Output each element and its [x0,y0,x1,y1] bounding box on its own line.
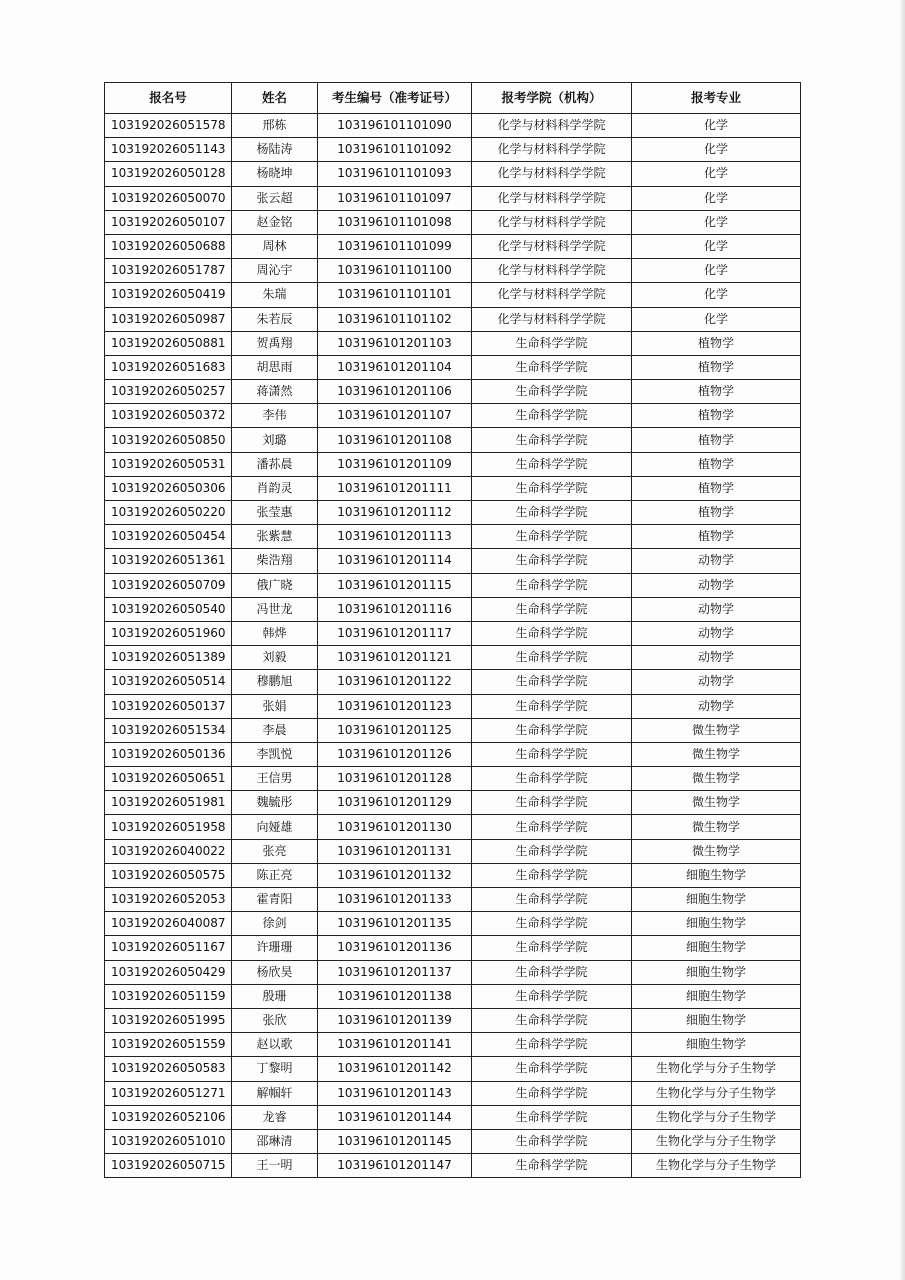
table-row [105,936,801,960]
cell-registration-no: 103192026051958 [105,815,232,839]
cell-name: 朱若辰 [232,307,318,331]
cell-major: 动物学 [632,597,801,621]
header-major: 报考专业 [632,83,801,114]
cell-name: 朱瑞 [232,283,318,307]
cell-candidate-no: 103196101201135 [318,912,472,936]
cell-major: 植物学 [632,331,801,355]
cell-name: 张欣 [232,1008,318,1032]
cell-registration-no: 103192026040087 [105,912,232,936]
cell-candidate-no: 103196101201142 [318,1057,472,1081]
cell-college: 生命科学学院 [472,960,632,984]
cell-candidate-no: 103196101201125 [318,718,472,742]
cell-college: 化学与材料科学学院 [472,162,632,186]
cell-registration-no: 103192026051534 [105,718,232,742]
table-row [105,1105,801,1129]
cell-registration-no: 103192026051995 [105,1008,232,1032]
cell-candidate-no: 103196101101093 [318,162,472,186]
table-row [105,1057,801,1081]
cell-major: 化学 [632,259,801,283]
table-row [105,331,801,355]
cell-college: 生命科学学院 [472,597,632,621]
cell-college: 生命科学学院 [472,646,632,670]
cell-registration-no: 103192026050107 [105,210,232,234]
cell-major: 微生物学 [632,815,801,839]
table-row [105,1154,801,1178]
cell-registration-no: 103192026050531 [105,452,232,476]
cell-candidate-no: 103196101201129 [318,791,472,815]
table-row [105,234,801,258]
cell-college: 生命科学学院 [472,525,632,549]
table-row [105,1081,801,1105]
cell-college: 生命科学学院 [472,1033,632,1057]
cell-college: 生命科学学院 [472,742,632,766]
cell-registration-no: 103192026052106 [105,1105,232,1129]
cell-name: 杨陆涛 [232,138,318,162]
cell-name: 龙睿 [232,1105,318,1129]
table-row [105,839,801,863]
cell-major: 动物学 [632,549,801,573]
cell-candidate-no: 103196101201132 [318,863,472,887]
cell-college: 生命科学学院 [472,452,632,476]
cell-major: 植物学 [632,380,801,404]
cell-major: 植物学 [632,525,801,549]
cell-registration-no: 103192026050136 [105,742,232,766]
table-row [105,549,801,573]
cell-candidate-no: 103196101201133 [318,888,472,912]
cell-candidate-no: 103196101201104 [318,355,472,379]
cell-major: 化学 [632,307,801,331]
table-row [105,888,801,912]
cell-candidate-no: 103196101201103 [318,331,472,355]
cell-name: 张紫慧 [232,525,318,549]
cell-college: 生命科学学院 [472,912,632,936]
cell-candidate-no: 103196101101092 [318,138,472,162]
cell-name: 穆鹏旭 [232,670,318,694]
cell-registration-no: 103192026050137 [105,694,232,718]
cell-name: 周林 [232,234,318,258]
cell-name: 肖韵灵 [232,476,318,500]
cell-candidate-no: 103196101201126 [318,742,472,766]
cell-college: 生命科学学院 [472,1154,632,1178]
table-row [105,742,801,766]
cell-candidate-no: 103196101201113 [318,525,472,549]
cell-registration-no: 103192026050881 [105,331,232,355]
cell-registration-no: 103192026051389 [105,646,232,670]
cell-name: 丁黎明 [232,1057,318,1081]
cell-candidate-no: 103196101101098 [318,210,472,234]
cell-registration-no: 103192026050419 [105,283,232,307]
header-candidate-no: 考生编号（准考证号） [318,83,472,114]
cell-registration-no: 103192026051271 [105,1081,232,1105]
cell-registration-no: 103192026050220 [105,501,232,525]
cell-name: 杨晓坤 [232,162,318,186]
cell-registration-no: 103192026051578 [105,114,232,138]
cell-registration-no: 103192026050257 [105,380,232,404]
cell-name: 蒋潇然 [232,380,318,404]
cell-major: 微生物学 [632,839,801,863]
cell-registration-no: 103192026050583 [105,1057,232,1081]
cell-major: 植物学 [632,452,801,476]
cell-name: 王信男 [232,767,318,791]
cell-college: 生命科学学院 [472,404,632,428]
cell-college: 生命科学学院 [472,380,632,404]
cell-name: 贺禹翔 [232,331,318,355]
cell-college: 生命科学学院 [472,718,632,742]
cell-registration-no: 103192026051559 [105,1033,232,1057]
cell-major: 生物化学与分子生物学 [632,1057,801,1081]
cell-registration-no: 103192026050429 [105,960,232,984]
cell-candidate-no: 103196101201138 [318,984,472,1008]
cell-name: 张云超 [232,186,318,210]
cell-candidate-no: 103196101201141 [318,1033,472,1057]
cell-registration-no: 103192026050372 [105,404,232,428]
cell-name: 柴浩翔 [232,549,318,573]
cell-candidate-no: 103196101201111 [318,476,472,500]
cell-major: 化学 [632,138,801,162]
cell-candidate-no: 103196101201139 [318,1008,472,1032]
cell-college: 生命科学学院 [472,839,632,863]
table-row [105,210,801,234]
cell-major: 生物化学与分子生物学 [632,1081,801,1105]
table-row [105,767,801,791]
cell-major: 微生物学 [632,767,801,791]
cell-major: 微生物学 [632,742,801,766]
cell-name: 许珊珊 [232,936,318,960]
cell-candidate-no: 103196101201136 [318,936,472,960]
cell-major: 细胞生物学 [632,863,801,887]
cell-candidate-no: 103196101201143 [318,1081,472,1105]
table-body [105,114,801,1178]
cell-major: 化学 [632,114,801,138]
cell-registration-no: 103192026040022 [105,839,232,863]
table-row [105,307,801,331]
cell-major: 植物学 [632,501,801,525]
cell-registration-no: 103192026051361 [105,549,232,573]
cell-candidate-no: 103196101201108 [318,428,472,452]
cell-candidate-no: 103196101201122 [318,670,472,694]
table-row [105,355,801,379]
cell-candidate-no: 103196101201107 [318,404,472,428]
cell-name: 殷珊 [232,984,318,1008]
table-row [105,718,801,742]
table-row [105,283,801,307]
cell-registration-no: 103192026050454 [105,525,232,549]
cell-college: 生命科学学院 [472,1105,632,1129]
cell-college: 生命科学学院 [472,1008,632,1032]
cell-name: 陈正亮 [232,863,318,887]
table-row [105,428,801,452]
header-registration-no: 报名号 [105,83,232,114]
cell-name: 张莹惠 [232,501,318,525]
cell-candidate-no: 103196101201131 [318,839,472,863]
cell-registration-no: 103192026050709 [105,573,232,597]
cell-candidate-no: 103196101101102 [318,307,472,331]
cell-college: 生命科学学院 [472,355,632,379]
cell-registration-no: 103192026050540 [105,597,232,621]
cell-registration-no: 103192026051787 [105,259,232,283]
cell-major: 细胞生物学 [632,1008,801,1032]
cell-major: 化学 [632,162,801,186]
cell-name: 赵金铭 [232,210,318,234]
cell-name: 邵琳清 [232,1129,318,1153]
table-row [105,452,801,476]
cell-major: 细胞生物学 [632,1033,801,1057]
cell-candidate-no: 103196101201147 [318,1154,472,1178]
cell-major: 植物学 [632,476,801,500]
cell-name: 霍青阳 [232,888,318,912]
table-row [105,525,801,549]
cell-candidate-no: 103196101201114 [318,549,472,573]
cell-candidate-no: 103196101201116 [318,597,472,621]
cell-name: 李凯悦 [232,742,318,766]
table-row [105,501,801,525]
cell-major: 微生物学 [632,791,801,815]
cell-major: 化学 [632,234,801,258]
cell-major: 化学 [632,210,801,234]
cell-name: 李伟 [232,404,318,428]
table-row [105,573,801,597]
cell-name: 张亮 [232,839,318,863]
cell-registration-no: 103192026050688 [105,234,232,258]
cell-major: 细胞生物学 [632,888,801,912]
cell-name: 李晨 [232,718,318,742]
cell-college: 生命科学学院 [472,1129,632,1153]
cell-candidate-no: 103196101201128 [318,767,472,791]
page-edge-shadow [899,0,905,1280]
cell-major: 植物学 [632,404,801,428]
cell-name: 刘璐 [232,428,318,452]
cell-name: 冯世龙 [232,597,318,621]
cell-major: 动物学 [632,646,801,670]
cell-college: 化学与材料科学学院 [472,283,632,307]
cell-name: 胡思雨 [232,355,318,379]
cell-name: 张娟 [232,694,318,718]
table-row [105,138,801,162]
cell-candidate-no: 103196101101101 [318,283,472,307]
cell-candidate-no: 103196101201130 [318,815,472,839]
cell-candidate-no: 103196101101090 [318,114,472,138]
header-college: 报考学院（机构） [472,83,632,114]
table-row [105,1008,801,1032]
cell-college: 生命科学学院 [472,1081,632,1105]
cell-registration-no: 103192026051143 [105,138,232,162]
cell-registration-no: 103192026050651 [105,767,232,791]
cell-major: 微生物学 [632,718,801,742]
cell-candidate-no: 103196101201106 [318,380,472,404]
cell-major: 化学 [632,283,801,307]
table-row [105,114,801,138]
cell-registration-no: 103192026052053 [105,888,232,912]
cell-name: 解帼轩 [232,1081,318,1105]
header-row [105,83,801,114]
cell-registration-no: 103192026050306 [105,476,232,500]
cell-name: 韩烨 [232,621,318,645]
cell-college: 生命科学学院 [472,573,632,597]
table-row [105,863,801,887]
cell-name: 俄广晓 [232,573,318,597]
cell-college: 生命科学学院 [472,767,632,791]
cell-major: 细胞生物学 [632,984,801,1008]
cell-college: 生命科学学院 [472,476,632,500]
admission-table [104,82,801,1178]
cell-name: 魏毓彤 [232,791,318,815]
cell-name: 向娅雄 [232,815,318,839]
table-row [105,1129,801,1153]
cell-college: 生命科学学院 [472,621,632,645]
cell-college: 生命科学学院 [472,984,632,1008]
cell-candidate-no: 103196101201145 [318,1129,472,1153]
cell-college: 化学与材料科学学院 [472,307,632,331]
cell-major: 生物化学与分子生物学 [632,1129,801,1153]
cell-name: 邢栋 [232,114,318,138]
cell-registration-no: 103192026050850 [105,428,232,452]
cell-name: 杨欣昊 [232,960,318,984]
cell-college: 化学与材料科学学院 [472,138,632,162]
cell-candidate-no: 103196101201121 [318,646,472,670]
table-row [105,912,801,936]
table-row [105,1033,801,1057]
cell-major: 细胞生物学 [632,936,801,960]
cell-candidate-no: 103196101101097 [318,186,472,210]
cell-college: 化学与材料科学学院 [472,210,632,234]
cell-candidate-no: 103196101201117 [318,621,472,645]
table-row [105,476,801,500]
cell-college: 生命科学学院 [472,501,632,525]
table-row [105,815,801,839]
table-row [105,694,801,718]
table-row [105,162,801,186]
cell-major: 植物学 [632,355,801,379]
cell-college: 生命科学学院 [472,549,632,573]
cell-major: 动物学 [632,621,801,645]
cell-college: 化学与材料科学学院 [472,234,632,258]
cell-major: 植物学 [632,428,801,452]
table-row [105,404,801,428]
cell-college: 化学与材料科学学院 [472,186,632,210]
cell-major: 动物学 [632,694,801,718]
table-row [105,984,801,1008]
table-row [105,791,801,815]
cell-registration-no: 103192026050575 [105,863,232,887]
cell-registration-no: 103192026051683 [105,355,232,379]
cell-college: 生命科学学院 [472,791,632,815]
cell-candidate-no: 103196101201123 [318,694,472,718]
cell-name: 王一明 [232,1154,318,1178]
cell-college: 生命科学学院 [472,936,632,960]
cell-major: 生物化学与分子生物学 [632,1105,801,1129]
cell-major: 生物化学与分子生物学 [632,1154,801,1178]
cell-college: 生命科学学院 [472,863,632,887]
cell-major: 动物学 [632,573,801,597]
cell-name: 徐剑 [232,912,318,936]
cell-name: 潘荪晨 [232,452,318,476]
header-name: 姓名 [232,83,318,114]
table-row [105,597,801,621]
cell-candidate-no: 103196101201109 [318,452,472,476]
cell-registration-no: 103192026050987 [105,307,232,331]
cell-registration-no: 103192026050128 [105,162,232,186]
cell-name: 刘毅 [232,646,318,670]
cell-college: 生命科学学院 [472,815,632,839]
table-row [105,646,801,670]
cell-name: 赵以歌 [232,1033,318,1057]
cell-registration-no: 103192026051981 [105,791,232,815]
cell-major: 动物学 [632,670,801,694]
cell-college: 化学与材料科学学院 [472,259,632,283]
cell-candidate-no: 103196101201137 [318,960,472,984]
cell-candidate-no: 103196101201144 [318,1105,472,1129]
cell-candidate-no: 103196101101099 [318,234,472,258]
cell-registration-no: 103192026051167 [105,936,232,960]
cell-college: 生命科学学院 [472,331,632,355]
cell-college: 生命科学学院 [472,694,632,718]
table-header [105,83,801,114]
cell-registration-no: 103192026050514 [105,670,232,694]
cell-registration-no: 103192026050070 [105,186,232,210]
table-row [105,259,801,283]
cell-registration-no: 103192026050715 [105,1154,232,1178]
table-row [105,670,801,694]
cell-registration-no: 103192026051159 [105,984,232,1008]
table-row [105,186,801,210]
cell-candidate-no: 103196101201112 [318,501,472,525]
cell-registration-no: 103192026051010 [105,1129,232,1153]
cell-major: 细胞生物学 [632,912,801,936]
cell-college: 生命科学学院 [472,670,632,694]
cell-college: 生命科学学院 [472,428,632,452]
cell-candidate-no: 103196101101100 [318,259,472,283]
table-row [105,621,801,645]
cell-college: 生命科学学院 [472,1057,632,1081]
table-row [105,960,801,984]
cell-registration-no: 103192026051960 [105,621,232,645]
cell-major: 细胞生物学 [632,960,801,984]
cell-name: 周沁宇 [232,259,318,283]
cell-major: 化学 [632,186,801,210]
cell-candidate-no: 103196101201115 [318,573,472,597]
cell-college: 化学与材料科学学院 [472,114,632,138]
table-row [105,380,801,404]
cell-college: 生命科学学院 [472,888,632,912]
